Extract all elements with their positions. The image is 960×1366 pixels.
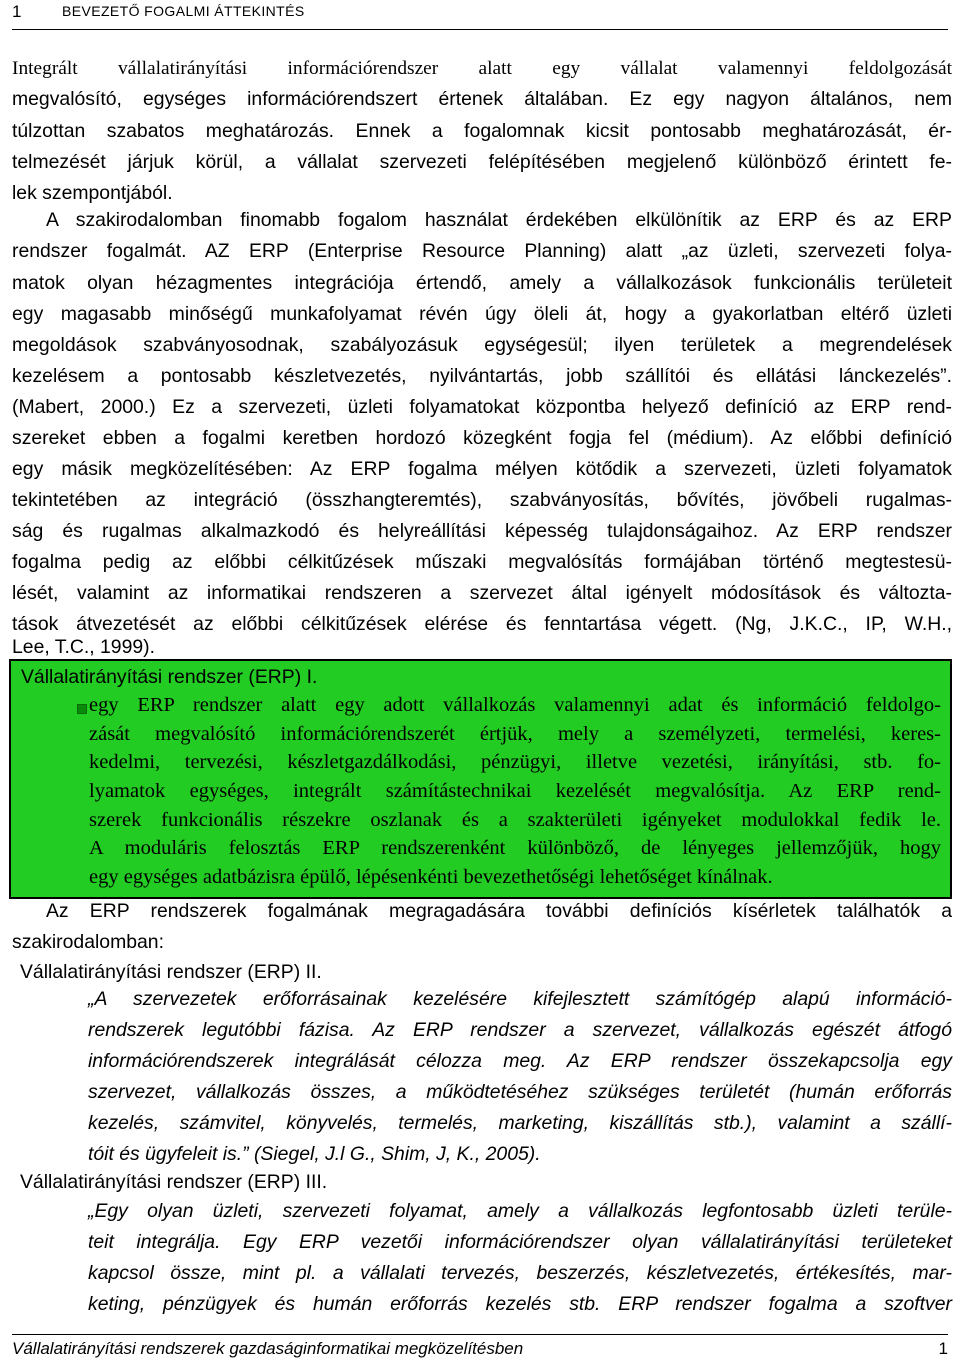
- para2-line: egy másik megközelítésében: Az ERP fogalma mélyen kötődik a szervezeti, üzleti folyamatok: [12, 458, 952, 480]
- definition-heading: Vállalatirányítási rendszer (ERP) II.: [20, 961, 322, 983]
- header-rule: [12, 29, 948, 30]
- para1-line: megvalósító, egységes információrendszert értenek általában. Ez egy nagyon általános, nem: [12, 88, 952, 110]
- definition-line: zását megvalósító információrendszerét értjük, mely a személyzeti, termelési, keres-: [89, 723, 941, 745]
- para2-line: fogalma pedig az előbbi célkitűzések műszaki megvalósítás formájában történő megtestesü-: [12, 551, 952, 573]
- quote-line: „A szervezetek erőforrásainak kezelésére kifejlesztett számítógép alapú információ-: [88, 988, 952, 1010]
- chapter-title: BEVEZETŐ FOGALMI ÁTTEKINTÉS: [62, 3, 305, 19]
- quote-line: keting, pénzügyek és humán erőforrás kezelés stb. ERP rendszer fogalma a szoftver: [88, 1293, 952, 1315]
- definition-line: kedelmi, tervezési, készletgazdálkodási, pénzügyi, illetve vezetési, irányítási, stb. fo-: [89, 751, 941, 773]
- quote-line: kapcsol össze, mint pl. a vállalati tervezés, beszerzés, készletvezetés, értékesítés, mar-: [88, 1262, 952, 1284]
- para1-line: lek szempontjából.: [12, 182, 173, 204]
- para2-line: ság és rugalmas alkalmazkodó és helyreállítási képesség tulajdonságaihoz. Az ERP rendszer: [12, 520, 952, 542]
- quote-line: szervezet, vállalkozás összes, a működtetéséhez szükséges területét (humán erőforrás: [88, 1081, 952, 1103]
- para2-line: A szakirodalomban finomabb fogalom használat érdekében elkülönítik az ERP és az ERP: [46, 209, 952, 231]
- chapter-number: 1: [12, 2, 22, 21]
- para1-line: Integrált vállalatirányítási információrendszer alatt egy vállalat valamennyi feldolgozását: [12, 58, 952, 79]
- para2-line: rendszer fogalmát. AZ ERP (Enterprise Resource Planning) alatt „az üzleti, szervezeti folya-: [12, 240, 952, 262]
- quote-line: rendszerek legutóbbi fázisa. Az ERP rendszer a szervezet, vállalkozás egészét átfogó: [88, 1019, 952, 1041]
- definition-line: egy ERP rendszer alatt egy adott vállalkozás valamennyi adat és információ feldolgo-: [89, 694, 941, 716]
- definition-line: lyamatok egységes, integrált számítástechnikai kezelését megvalósítja. Az ERP rend-: [89, 780, 941, 802]
- para2-line: tekintetében az integráció (összhangteremtés), szabványosítás, bővítés, jövőbeli rugalmas-: [12, 489, 952, 511]
- square-bullet-icon: [77, 704, 87, 714]
- definition-line: egy egységes adatbázisra épülő, lépésenkénti bevezethetőségi lehetőséget kínálnak.: [89, 866, 773, 888]
- para2-line: tások átvezetését az előbbi célkitűzések elérése és fenntartása végett. (Ng, J.K.C., IP, W.H.,: [12, 613, 952, 635]
- para2-line: kezelésem a pontosabb készletvezetés, nyilvántartás, jobb szállítói és ellátási lánckezelés”.: [12, 365, 952, 387]
- quote-line: kezelés, számvitel, könyvelés, termelés, marketing, kiszállítás stb.), valamint a szállí-: [88, 1112, 952, 1134]
- definition-heading: Vállalatirányítási rendszer (ERP) I.: [21, 666, 318, 688]
- quote-line: „Egy olyan üzleti, szervezeti folyamat, amely a vállalkozás legfontosabb üzleti terüle-: [88, 1200, 952, 1222]
- para2-line: megoldások szabványosodnak, szabályozásuk egységesül; ilyen területek a megrendelések: [12, 334, 952, 356]
- quote-line: információrendszerek integrálását célozza meg. Az ERP rendszer összekapcsolja egy: [88, 1050, 952, 1072]
- para2-line: (Mabert, 2000.) Ez a szervezeti, üzleti folyamatokat központba helyező definíció az ERP rend-: [12, 396, 952, 418]
- para2-line: matok olyan hézagmentes integrációja értendő, amely a vállalkozások funkcionális területeit: [12, 272, 952, 294]
- para2-line: egy magasabb minőségű munkafolyamat révén úgy öleli át, hogy a gyakorlatban eltérő üzleti: [12, 303, 952, 325]
- footer-title: Vállalatirányítási rendszerek gazdaságinformatikai megközelítésben: [12, 1339, 524, 1358]
- quote-line: tóit és ügyfeleit is.” (Siegel, J.l G., Shim, J, K., 2005).: [88, 1143, 541, 1165]
- definition-line: A moduláris felosztás ERP rendszerenként különböző, de lényeges jellemzőjük, hogy: [89, 837, 941, 859]
- para2-line: szereket ebben a fogalmi keretben hordozó közegként fogja fel (médium). Az előbbi definíció: [12, 427, 952, 449]
- para3-line: szakirodalomban:: [12, 931, 164, 953]
- para2-line: Lee, T.C., 1999).: [12, 636, 156, 658]
- definition-box-erp-1: [9, 659, 952, 899]
- para2-line: lését, valamint az informatikai rendszeren a szervezet által igényelt módosítások és változta-: [12, 582, 952, 604]
- quote-line: teit integrálja. Egy ERP vezetői információrendszer olyan vállalatirányítási területeket: [88, 1231, 952, 1253]
- para1-line: túlzottan szabatos meghatározás. Ennek a fogalomnak kicsit pontosabb meghatározását, ér-: [12, 120, 952, 142]
- para1-line: telmezését járjuk körül, a vállalat szervezeti felépítésében megjelenő különböző érintett fe-: [12, 151, 952, 173]
- footer-rule: [12, 1334, 948, 1335]
- chapter-header: [12, 2, 948, 26]
- page-footer: [12, 1337, 948, 1363]
- definition-line: szerek funkcionális részekre oszlanak és a szakterületi igényeket modulokkal fedik le.: [89, 809, 941, 831]
- definition-heading: Vállalatirányítási rendszer (ERP) III.: [20, 1171, 328, 1193]
- page-number: 1: [938, 1339, 948, 1358]
- para3-line: Az ERP rendszerek fogalmának megragadására további definíciós kísérletek találhatók a: [46, 900, 952, 922]
